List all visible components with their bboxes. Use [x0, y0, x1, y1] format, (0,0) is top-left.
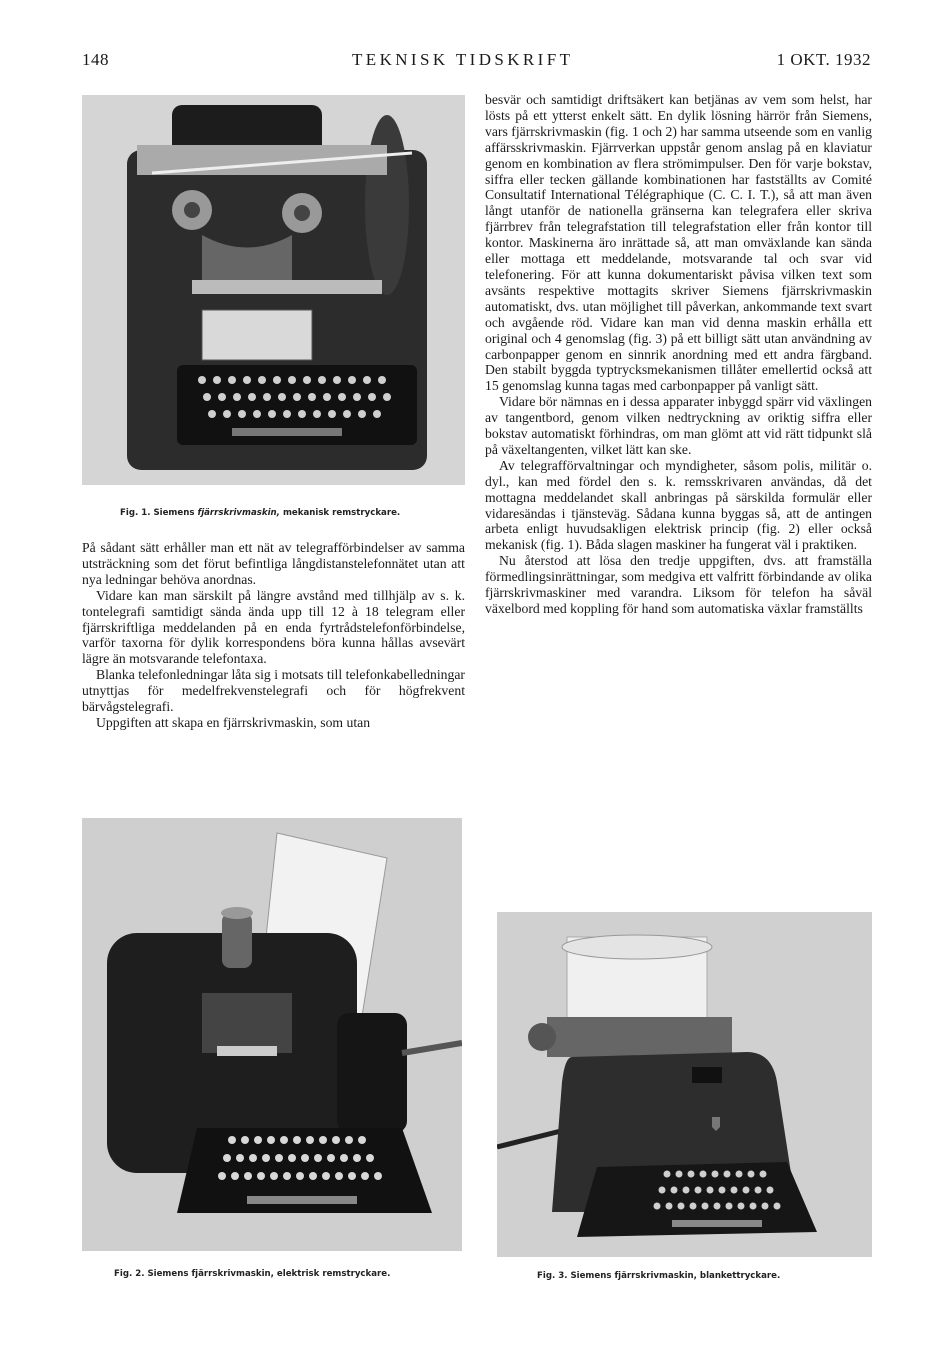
figure-1-caption: Fig. 1. Siemens fjärrskrivmaskin, mekanisk remstryckare. [120, 508, 401, 518]
paragraph: Uppgiften att skapa en fjärrskrivmaskin, som utan [96, 714, 371, 730]
page-number: 148 [82, 50, 109, 69]
paragraph: Vidare bör nämnas en i dessa apparater inbyggd spärr vid växlingen av tangentbord, genom vilken nedtryckning av oriktig siffra eller bokstav automatiskt förhindras, om man glömt att vid rätt tidpunkt slå på växeltangenten, vilket lätt kan ske. [485, 394, 872, 457]
left-text-column [82, 540, 465, 731]
teleprinter-mechanical-illustration [82, 95, 465, 485]
paragraph: Vidare kan man särskilt på längre avstånd med tillhjälp av s. k. tontelegrafi samtidigt sända ända upp till 12 à 18 telegram eller fjärrskriftliga meddelanden på en enda fyrtrådstelefonförbindelse, varför taxorna för dylik korrespondens böra kunna hållas avsevärt lägre än motsvarande telefontaxa. [82, 587, 465, 667]
paragraph: Blanka telefonledningar låta sig i motsats till telefonkabelledningar utnyttjas för medelfrekvenstelegrafi och för högfrekvent bärvågstelegrafi. [82, 667, 465, 715]
figure-3-caption: Fig. 3. Siemens fjärrskrivmaskin, blankettryckare. [537, 1271, 781, 1281]
paragraph: Av telegrafförvaltningar och myndigheter, såsom polis, militär o. dyl., kan med fördel den s. k. remsskrivaren användas, då det mottagna meddelandet skall anbringas på särskilda formulär eller vidaresändas i tjänsteväg. Sådana kunna byggas så, att de antingen arbeta enligt huvudsakligen elektrisk princip (fig. 2) eller också mekanisk (fig. 1). Båda slagen maskiner ha fungerat väl i praktiken. [485, 457, 872, 553]
paragraph: besvär och samtidigt driftsäkert kan betjänas av vem som helst, har lösts på ett ytterst enkelt sätt. En dylik lösning härrör från Siemens, vars fjärrskrivmaskin (fig. 1 och 2) har samma utseende som en vanlig affärsskrivmaskin. Fjärrverkan uppstår genom anslag på en klaviatur genom en kombination av flera strömimpulser. Den för varje bokstav, siffra eller tecken gällande kombinationen har fastställts av Comité Consultatif International Télégraphique (C. C. I. T.), så att man även långt utanför de nationella gränserna kan telegrafera eller skriva fjärrbrev från telegrafstation till telegrafstation eller från kontor till kontor. Maskinerna äro inrättade så, att man omväxlande kan sända eller mottaga ett meddelande, motsvarande tal och svar vid telefonering. För att kunna dokumentariskt påvisa vilken text som avsänts respektive mottagits skriver Siemens fjärrskrivmaskin automatiskt, dvs. utan möjlighet till påverkan, ankommande text svart och avgående röd. Vidare kan man vid denna maskin erhålla ett original och 4 genomslag (fig. 3) på ett billigt sätt utan användning av carbonpapper genom en sinnrik anordning med ett andra färgband. Den stabilt byggda typtrycksmekanismen tillåter emellertid också att 15 genomslag kunna tagas med carbonpapper på vanligt sätt. [485, 92, 872, 394]
paragraph: På sådant sätt erhåller man ett nät av telegrafförbindelser av samma utsträckning som det förut befintliga långdistanstelefonnätet utan att nya ledningar behöva anordnas. [82, 540, 465, 587]
teleprinter-form-illustration [497, 912, 872, 1257]
figure-1-photo [82, 95, 465, 485]
issue-date: 1 OKT. 1932 [776, 50, 871, 69]
teleprinter-electric-illustration [82, 818, 462, 1251]
right-text-column [485, 92, 872, 617]
paragraph: Nu återstod att lösa den tredje uppgiften, dvs. att framställa förmedlingsinrättningar, som medgiva ett valfritt förbindande av olika fjärrskrivmaskiner med varandra. Liksom för telefon ha såväl växelbord med koppling för hand som automatiska växlar framställts [485, 553, 872, 616]
figure-2-caption: Fig. 2. Siemens fjärrskrivmaskin, elektrisk remstryckare. [114, 1269, 391, 1279]
journal-title: TEKNISK TIDSKRIFT [352, 50, 574, 69]
figure-2-photo [82, 818, 462, 1251]
figure-3-photo [497, 912, 872, 1257]
